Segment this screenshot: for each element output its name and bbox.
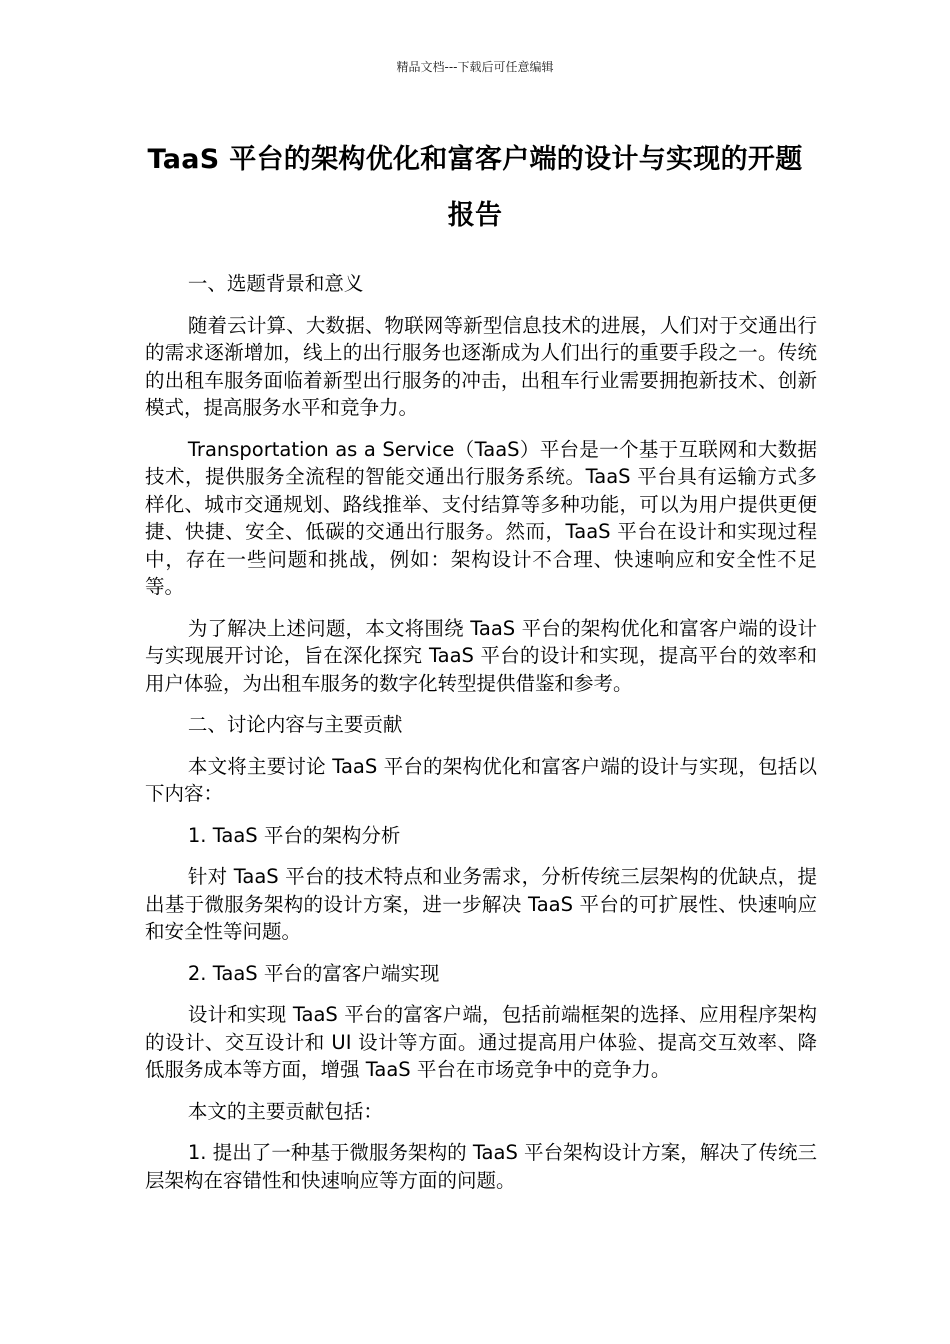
subheading-contributions: 本文的主要贡献包括： xyxy=(187,1099,383,1123)
subheading-architecture: 1. TaaS 平台的架构分析 xyxy=(187,823,401,847)
section-heading-background: 一、选题背景和意义 xyxy=(187,272,364,295)
document-title: TaaS 平台的架构优化和富客户端的设计与实现的开题报告 xyxy=(147,144,803,231)
paragraph-content-overview: 本文将主要讨论 TaaS 平台的架构优化和富客户端的设计与实现，包括以下内容： xyxy=(145,754,817,805)
paragraph-rich-client: 设计和实现 TaaS 平台的富客户端，包括前端框架的选择、应用程序架构的设计、交互设计和 UI 设计等方面。通过提高用户体验、提高交互效率、降低服务成本等方面，增强 TaaS 平台在市场竞争中的竞争力。 xyxy=(145,1003,817,1081)
document-body xyxy=(145,270,817,1208)
paragraph-taas-intro: Transportation as a Service（TaaS）平台是一个基于互联网和大数据技术，提供服务全流程的智能交通出行服务系统。TaaS 平台具有运输方式多样化、城市交通规划、路线推举、支付结算等多种功能，可以为用户提供更便捷、快捷、安全、低碳的交通出行服务。然而，TaaS 平台在设计和实现过程中，存在一些问题和挑战，例如：架构设计不合理、快速响应和安全性不足等。 xyxy=(145,437,817,598)
paragraph-background: 随着云计算、大数据、物联网等新型信息技术的进展，人们对于交通出行的需求逐渐增加，线上的出行服务也逐渐成为人们出行的重要手段之一。传统的出租车服务面临着新型出行服务的冲击，出租车行业需要拥抱新技术、创新模式，提高服务水平和竞争力。 xyxy=(145,313,817,419)
paragraph-purpose: 为了解决上述问题，本文将围绕 TaaS 平台的架构优化和富客户端的设计与实现展开讨论，旨在深化探究 TaaS 平台的设计和实现，提高平台的效率和用户体验，为出租车服务的数字化转型提供借鉴和参考。 xyxy=(145,616,817,695)
subheading-rich-client: 2. TaaS 平台的富客户端实现 xyxy=(187,961,440,985)
paragraph-architecture: 针对 TaaS 平台的技术特点和业务需求，分析传统三层架构的优缺点，提出基于微服务架构的设计方案，进一步解决 TaaS 平台的可扩展性、快速响应和安全性等问题。 xyxy=(145,865,817,943)
paragraph-contribution-1: 1. 提出了一种基于微服务架构的 TaaS 平台架构设计方案，解决了传统三层架构在容错性和快速响应等方面的问题。 xyxy=(145,1141,817,1192)
page-header-note: 精品文档---下载后可任意编辑 xyxy=(396,60,554,74)
section-heading-content: 二、讨论内容与主要贡献 xyxy=(187,713,403,736)
